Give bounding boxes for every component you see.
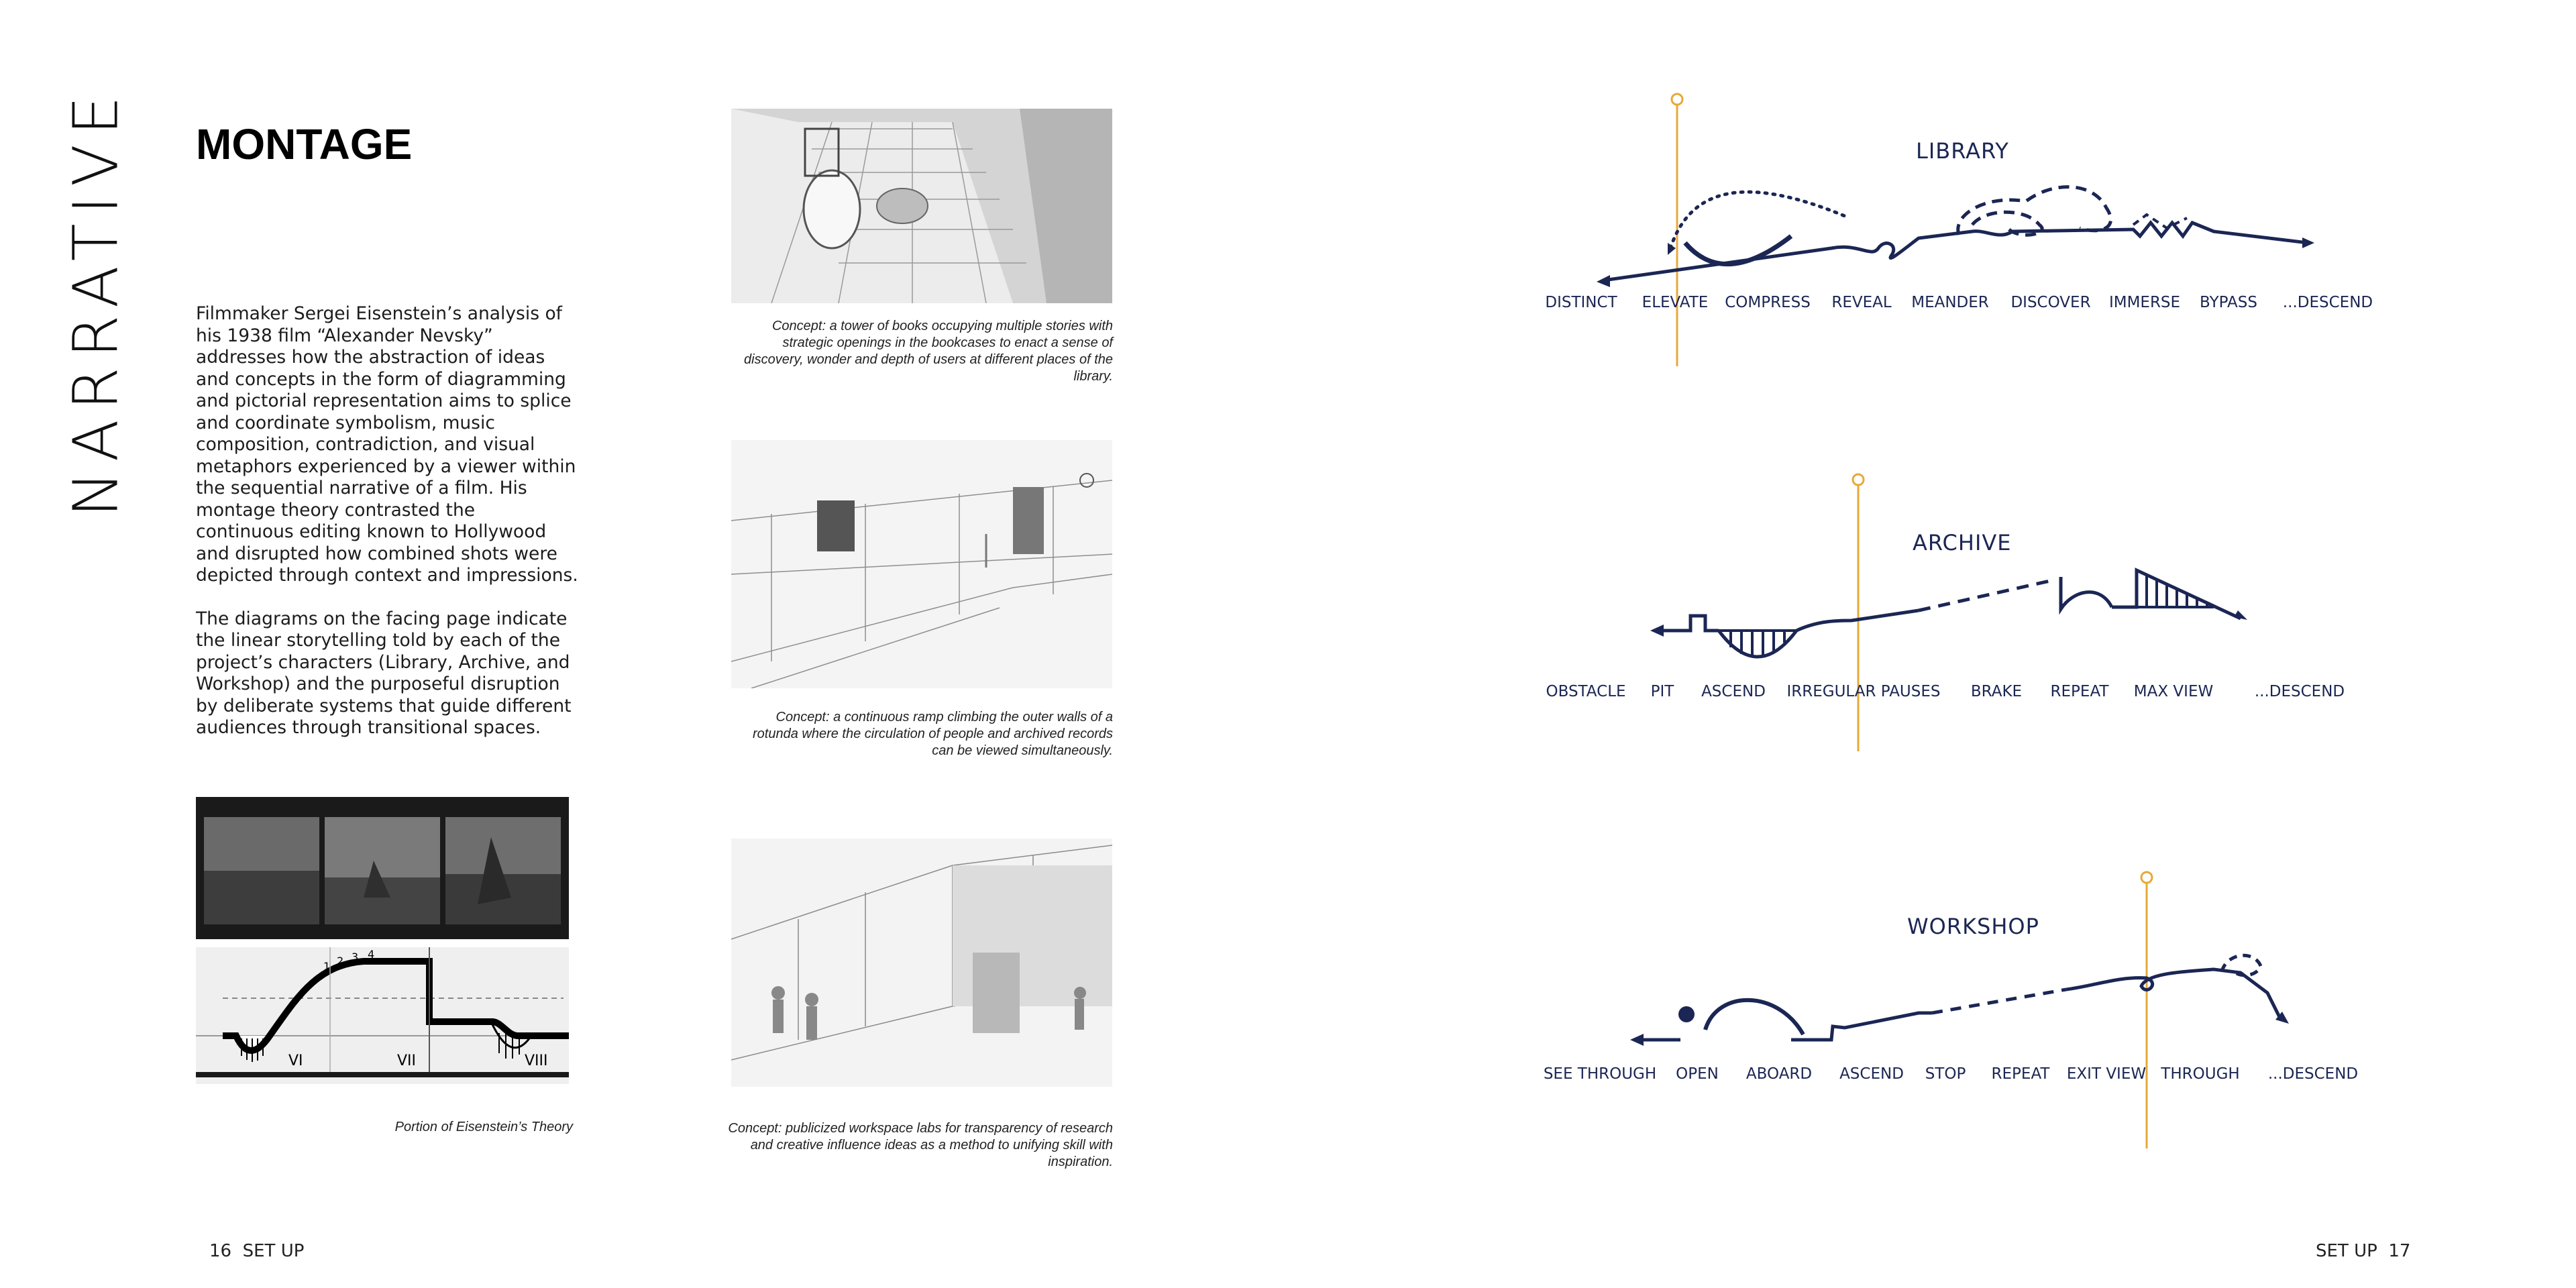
figure-caption: Portion of Eisenstein’s Theory — [394, 1120, 573, 1134]
stage-label: IRREGULAR PAUSES — [1786, 683, 1941, 700]
stage-label: REPEAT — [1991, 1065, 2050, 1083]
eisenstein-figure — [196, 797, 569, 1084]
stage-label: COMPRESS — [1725, 294, 1811, 311]
stage-label: OPEN — [1676, 1065, 1719, 1083]
diagram-title-workshop: WORKSHOP — [1907, 914, 2039, 939]
stage-label: BYPASS — [2200, 294, 2257, 311]
stage-label: ASCEND — [1701, 683, 1766, 700]
figure-tick: 2 — [337, 955, 344, 967]
stage-label: EXIT VIEW — [2066, 1065, 2147, 1083]
body-text — [196, 303, 578, 761]
stage-label: MAX VIEW — [2133, 683, 2214, 700]
stage-label: ...DESCEND — [2267, 1065, 2359, 1083]
figure-numeral: VII — [397, 1053, 417, 1069]
paragraph: Filmmaker Sergei Eisenstein’s analysis of his 1938 film “Alexander Nevsky” addresses how the abstraction of ideas and concepts in the form of diagramming and pictorial representation aims to splice and coordinate symbolism, music composition, contradiction, and visual metaphors experienced by a viewer within the sequential narrative of a film. His montage theory contrasted the continuous editing known to Hollywood and disrupted how combined shots were depicted through context and impressions. — [196, 303, 578, 586]
archive-diagram — [1543, 470, 2415, 765]
figure-tick: 3 — [352, 951, 359, 963]
workshop-diagram — [1543, 859, 2415, 1154]
stage-label: IMMERSE — [2108, 294, 2181, 311]
stage-label: MEANDER — [1911, 294, 1989, 311]
stage-label: THROUGH — [2161, 1065, 2240, 1083]
stage-label: REVEAL — [1831, 294, 1892, 311]
paragraph: The diagrams on the facing page indicate the linear storytelling told by each of the project’s characters (Library, Archive, and Workshop) and the purposeful disruption by deliberate systems that guide different audiences through transitional spaces. — [196, 608, 572, 738]
stage-label: BRAKE — [1970, 683, 2023, 700]
section-title: NARRATIVE — [60, 86, 132, 518]
stage-label: DISCOVER — [2010, 294, 2091, 311]
figure-tick: 1 — [323, 960, 331, 973]
diagram-title-archive: ARCHIVE — [1913, 530, 2012, 555]
stage-label: REPEAT — [2050, 683, 2109, 700]
concept-sketch-archive — [731, 440, 1112, 688]
page-number-right: SET UP 17 — [2316, 1241, 2411, 1261]
figure-numeral: VIII — [525, 1053, 548, 1069]
stage-label: OBSTACLE — [1546, 683, 1626, 700]
concept-sketch-library — [731, 109, 1112, 303]
concept-caption-workshop: Concept: publicized workspace labs for transparency of research and creative influence ideas as a method to unifying skill with inspiration. — [728, 1121, 1113, 1169]
page-number-left: 16 SET UP — [209, 1241, 305, 1261]
stage-label: DISTINCT — [1545, 294, 1617, 311]
stage-label: ASCEND — [1839, 1065, 1904, 1083]
stage-label: ELEVATE — [1642, 294, 1709, 311]
concept-caption-library: Concept: a tower of books occupying multiple stories with strategic openings in the bookcases to enact a sense of discovery, wonder and depth of users at different places of the library. — [744, 319, 1113, 384]
diagram-title-library: LIBRARY — [1916, 138, 2009, 164]
stage-label: PIT — [1650, 683, 1674, 700]
stage-label: ...DESCEND — [2282, 294, 2373, 311]
figure-numeral: VI — [288, 1053, 303, 1069]
concept-sketch-workshop — [731, 839, 1112, 1087]
figure-tick: 4 — [368, 948, 375, 961]
stage-label: ...DESCEND — [2254, 683, 2345, 700]
stage-label: SEE THROUGH — [1543, 1065, 1657, 1083]
stage-label: STOP — [1925, 1065, 1966, 1083]
page-title: MONTAGE — [196, 120, 413, 168]
library-diagram — [1543, 87, 2415, 382]
stage-label: ABOARD — [1746, 1065, 1813, 1083]
concept-caption-archive: Concept: a continuous ramp climbing the outer walls of a rotunda where the circulation of people and archived records can be viewed simultaneously. — [753, 710, 1113, 758]
